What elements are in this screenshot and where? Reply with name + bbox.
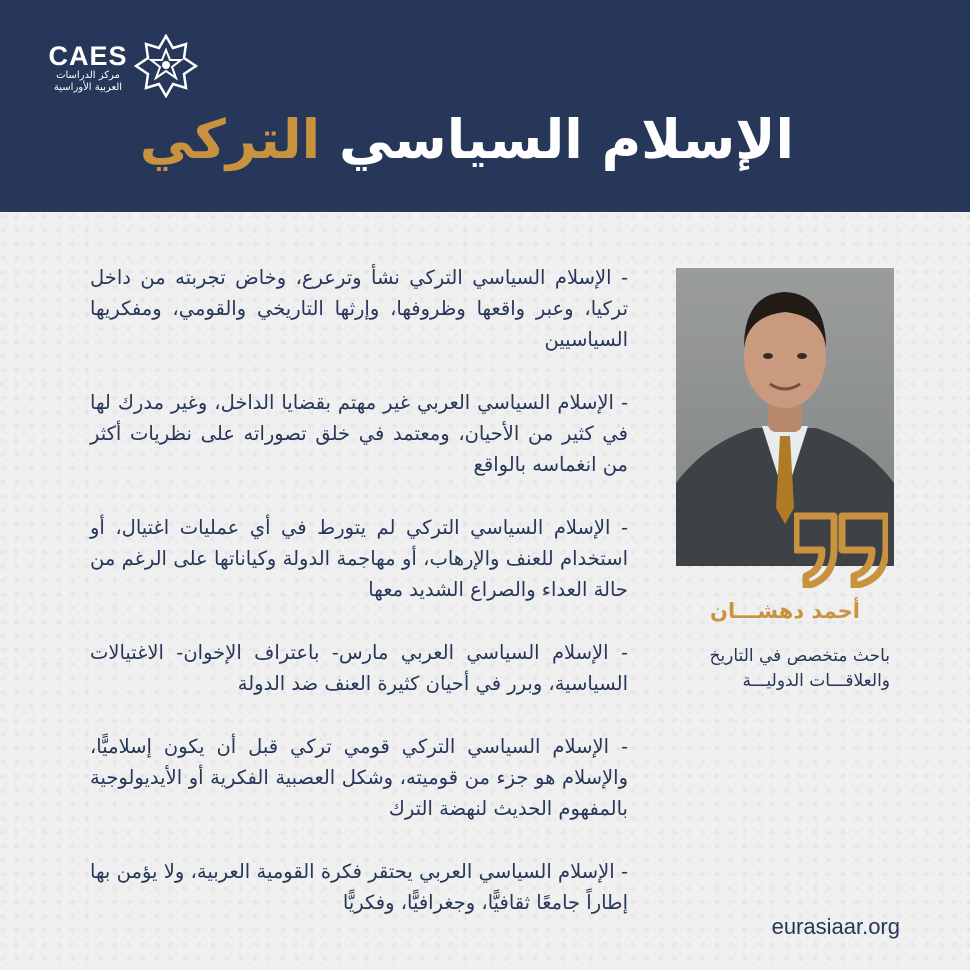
logo-name: CAES [48, 41, 128, 71]
paragraph-3: - الإسلام السياسي التركي لم يتورط في أي عمليات اغتيال، أو استخدام للعنف والإرهاب، أو مهاجمة الدولة وكياناتها على الرغم من حالة العداء والصراع الشديد معها [90, 516, 628, 601]
logo-subtitle-line2: العربية الأوراسية [53, 82, 123, 93]
author-bio-line1: باحث متخصص في التاريخ [709, 646, 890, 666]
paragraph-4: - الإسلام السياسي العربي مارس- باعتراف الإخوان- الاغتيالات السياسية، وبرر في أحيان كثيرة العنف ضد الدولة [90, 641, 628, 695]
logo-star-icon [134, 34, 198, 98]
header-banner [0, 0, 970, 212]
page-title [140, 100, 794, 180]
title-part-white: الإسلام السياسي [339, 108, 794, 171]
title-part-gold: التركي [139, 108, 321, 171]
quote-mark-icon [794, 512, 888, 588]
paragraph-6: - الإسلام السياسي العربي يحتقر فكرة القومية العربية، ولا يؤمن بها إطاراً جامعًا ثقافيًّا، وجغرافيًّا، وفكريًّا [90, 860, 628, 914]
paragraph-5: - الإسلام السياسي التركي قومي تركي قبل أن يكون إسلاميًّا، والإسلام هو جزء من قوميته، وشكل العصبية الفكرية أو الأيديولوجية بالمفهوم الحديث لنهضة الترك [90, 735, 628, 820]
logo-subtitle-line1: مركز الدراسات [56, 70, 120, 81]
author-bio-line2: والعلاقـــات الدوليـــة [742, 671, 890, 691]
author-name: أحمد دهشـــان [710, 599, 860, 623]
author-bio [676, 644, 890, 694]
paragraph-2: - الإسلام السياسي العربي غير مهتم بقضايا الداخل، وغير مدرك لها في كثير من الأحيان، ومعتمد في خلق تصوراته على نظريات أكثر من انغماسه بالواقع [90, 391, 628, 476]
article-body [90, 262, 628, 950]
website-link[interactable]: eurasiaar.org [771, 914, 900, 939]
paragraph-1: - الإسلام السياسي التركي نشأ وترعرع، وخاض تجربته من داخل تركيا، وعبر واقعها وظروفها، وإرثها التاريخي والقومي، ومفكريها السياسيين [90, 266, 628, 351]
logo [44, 42, 132, 94]
